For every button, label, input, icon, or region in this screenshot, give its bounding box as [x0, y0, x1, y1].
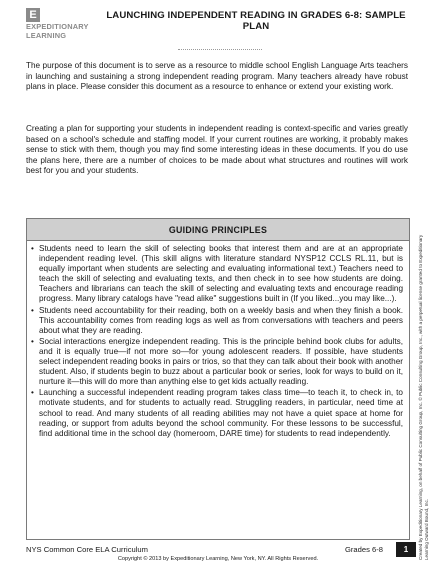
- dotted-divider: [178, 49, 262, 50]
- footer-copyright: Copyright © 2013 by Expeditionary Learning, New York, NY. All Rights Reserved.: [117, 556, 319, 562]
- expeditionary-learning-logo: [26, 8, 92, 40]
- intro-paragraph-1: The purpose of this document is to serve as a resource to middle school English Language Arts teachers in launching and sustaining a strong independent reading program. Many teachers already have robust plans in place. Please consider this document as a resource to enhance or extend your existing work.: [26, 61, 408, 92]
- principle-item: • Launching a successful independent reading program takes class time—to teach it, to check in, to motivate students, and for students to actually read. Struggling readers, in particular, need time at school to read. And many students of all reading abilities may not have a quiet space at home for reading, or support from adults beyond the school community. For these lessons to be successful, find additional time in the school day (homeroom, DARE time) for students to read independently.: [31, 388, 403, 438]
- logo-text: [26, 23, 92, 40]
- guiding-principles-box: [26, 218, 410, 540]
- principle-item: • Students need to learn the skill of selecting books that interest them and are at an appropriate independent reading level. (This skill aligns with literature standard NYSP12 CCLS RL.11, but is equally important when students are selecting and evaluating informational text.) Teachers need to teach the skill of selecting and evaluating texts, and then check in to see how students are doing. Teachers and librarians can teach the skill of selecting and evaluating texts and encourage reading progress. Many library catalogs have "read alike" suggestions built in (If you liked...you may like...).: [31, 244, 403, 305]
- footer-curriculum: NYS Common Core ELA Curriculum: [26, 545, 148, 554]
- vertical-license-note: Created by Expeditionary Learning, on behalf of Public Consulting Group, Inc. © Public Consulting Group, Inc., with a perpetual license granted to Expeditionary Learning Outward Bound, Inc.: [418, 234, 429, 560]
- logo-line-2: LEARNING: [26, 30, 67, 40]
- principles-list: [27, 241, 409, 439]
- logo-line-1: EXPEDITIONARY: [26, 22, 89, 31]
- principle-item: • Students need accountability for their reading, both on a weekly basis and when they finish a book. This accountability comes from reading logs as well as from conversations with teachers and peers about what they are reading.: [31, 306, 403, 336]
- document-title: LAUNCHING INDEPENDENT READING IN GRADES 6-8: SAMPLE PLAN: [106, 10, 406, 32]
- intro-paragraph-2: Creating a plan for supporting your students in independent reading is context-specific and varies greatly based on a school's schedule and staffing model. If your current routines are working, it probably makes sense to stick with them, though you may find some interesting ideas in these documents. If you do use the plans here, there are a number of choices to be made about what structures and routines will work best for you and your students.: [26, 124, 408, 176]
- principle-item: • Social interactions energize independent reading. This is the principle behind book clubs for adults, and it is equally true—if not more so—for young adolescent readers. If possible, have students select independent reading books in pairs or trios, so that they can talk about their book with another student. Also, if students begin to buzz about a particular book or series, look for ways to build on it, nurture it—this will do more than anything else to get kids actually reading.: [31, 337, 403, 387]
- guiding-principles-heading: GUIDING PRINCIPLES: [27, 219, 409, 241]
- logo-mark: E: [26, 8, 40, 22]
- page-number-badge: 1: [396, 542, 416, 557]
- footer-grades: Grades 6-8: [345, 545, 383, 554]
